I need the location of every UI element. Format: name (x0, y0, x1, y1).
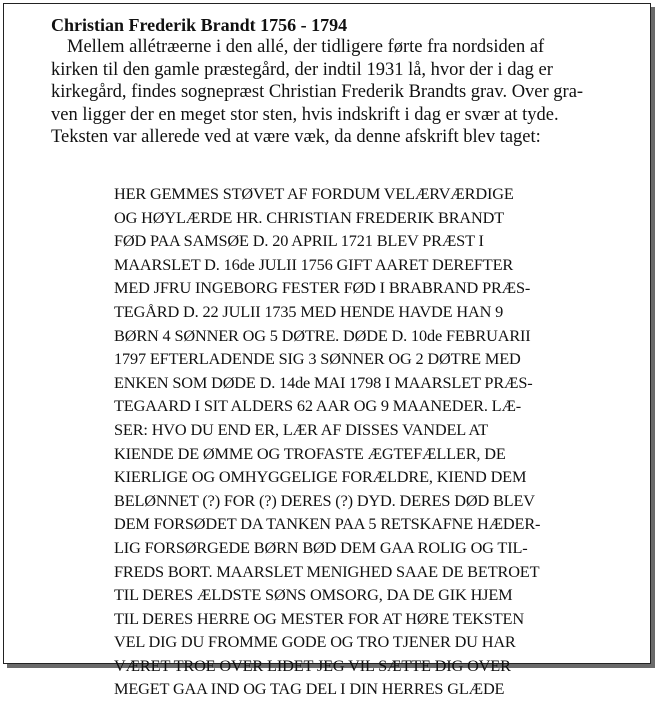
intro-line: kirkegård, findes sognepræst Christian Frederik Brandts grav. Over gra- (51, 82, 584, 102)
intro-line: kirken til den gamle præstegård, der indtil 1931 lå, hvor der i dag er (51, 59, 553, 80)
inscription-line: BELØNNET (?) FOR (?) DERES (?) DYD. DERES DØD BLEV (114, 490, 535, 510)
inscription-line: HER GEMMES STØVET AF FORDUM VELÆRVÆRDIGE (114, 184, 514, 203)
inscription-line: MED JFRU INGEBORG FESTER FØD I BRABRAND PRÆS- (114, 278, 531, 298)
inscription-line: BØRN 4 SØNNER OG 5 DØTRE. DØDE D. 10de FEBRUARII (114, 325, 531, 345)
intro-line: ven ligger der en meget stor sten, hvis indskrift i dag er svær at tyde. (51, 104, 559, 125)
inscription-line: TIL DERES ÆLDSTE SØNS OMSORG, DA DE GIK HJEM (114, 585, 513, 605)
inscription-line: MAARSLET D. 16de JULII 1756 GIFT AARET DEREFTER (114, 254, 514, 274)
inscription-line: TIL DERES HERRE OG MESTER FOR AT HØRE TEKSTEN (114, 608, 524, 628)
inscription-line: VÆRET TROE OVER LIDET JEG VIL SÆTTE DIG OVER (114, 655, 511, 675)
intro-line: Mellem allétræerne i den allé, der tidligere førte fra nordsiden af (67, 37, 545, 57)
inscription-line: SER: HVO DU END ER, LÆR AF DISSES VANDEL AT (114, 419, 489, 439)
inscription-block (114, 182, 614, 701)
inscription-line: MEGET GAA IND OG TAG DEL I DIN HERRES GLÆDE (114, 679, 505, 699)
intro-line: Teksten var allerede ved at være væk, da denne afskrift blev taget: (51, 127, 541, 147)
inscription-line: 1797 EFTERLADENDE SIG 3 SØNNER OG 2 DØTRE MED (114, 349, 521, 369)
document-title: Christian Frederik Brandt 1756 - 1794 (51, 15, 348, 35)
inscription-line: TEGAARD I SIT ALDERS 62 AAR OG 9 MAANEDER. LÆ- (114, 396, 522, 416)
inscription-line: KIERLIGE OG OMHYGGELIGE FORÆLDRE, KIEND DEM (114, 467, 527, 487)
inscription-line: DEM FORSØDET DA TANKEN PAA 5 RETSKAFNE HÆDER- (114, 514, 541, 534)
inscription-line: FØD PAA SAMSØE D. 20 APRIL 1721 BLEV PRÆST I (114, 231, 484, 251)
inscription-line: FREDS BORT. MAARSLET MENIGHED SAAE DE BETROET (114, 561, 540, 581)
document-page (3, 3, 651, 699)
inscription-line: KIENDE DE ØMME OG TROFASTE ÆGTEFÆLLER, DE (114, 443, 506, 463)
inscription-line: TEGÅRD D. 22 JULII 1735 MED HENDE HAVDE HAN 9 (114, 301, 504, 321)
intro-paragraph (51, 36, 631, 149)
inscription-line: VEL DIG DU FROMME GODE OG TRO TJENER DU HAR (114, 632, 516, 652)
inscription-line: OG HØYLÆRDE HR. CHRISTIAN FREDERIK BRANDT (114, 207, 505, 227)
inscription-line: LIG FORSØRGEDE BØRN BØD DEM GAA ROLIG OG TIL- (114, 537, 528, 557)
inscription-line: ENKEN SOM DØDE D. 14de MAI 1798 I MAARSLET PRÆS- (114, 372, 533, 392)
